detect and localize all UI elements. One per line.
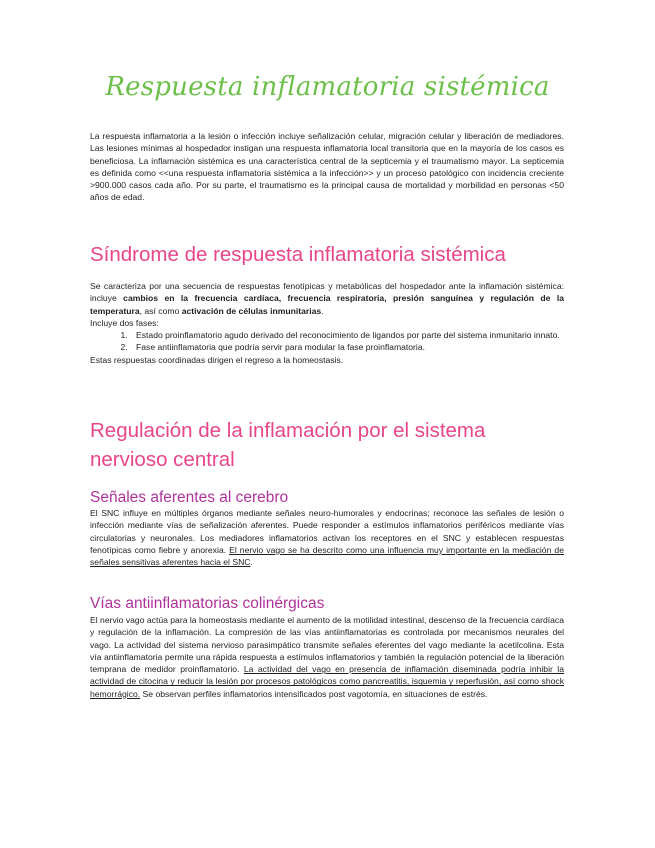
cholinergic-end: Se observan perfiles inflamatorios intensificados post vagotomía, en situaciones de estrés. — [140, 688, 488, 699]
sirs-closing: Estas respuestas coordinadas dirigen el regreso a la homeostasis. — [90, 354, 344, 365]
sirs-text-mid: , así como — [139, 305, 182, 316]
afferent-text: El SNC influye en múltiples órganos mediante señales neuro-humorales y endocrinas; reconoce las señales de lesión o infección mediante vías de señalización aferentes. Puede responder a estímulos inflamatorios periféricos mediante vías circulatorias y neuronales. Los mediadores inflamatorios activan los receptores en el SNC y establecen respuestas fenotípicas como fiebre y anorexia. — [90, 508, 564, 555]
afferent-end: . — [250, 557, 253, 568]
phases-intro: Incluye dos fases: — [90, 317, 159, 328]
phase-item-2: 2. Fase antiinflamatoria que podría servir para modular la fase proinflamatoria. — [130, 341, 564, 353]
document-title: Respuesta inflamatoria sistémica — [105, 72, 550, 102]
afferent-paragraph — [90, 507, 564, 568]
phases-list — [90, 329, 564, 354]
section-heading-sirs: Síndrome de respuesta inflamatoria sistémica — [90, 243, 506, 266]
cholinergic-paragraph — [90, 614, 564, 700]
sirs-content — [90, 280, 564, 366]
sirs-paragraph — [90, 280, 564, 317]
afferent-underlined: El nervio vago se ha descrito como una influencia muy importante en la mediación de señales sensitivas aferentes hacia el SNC — [90, 544, 564, 568]
cholinergic-underlined: La actividad del vago en presencia de inflamación diseminada podría inhibir la actividad de citocina y reducir la lesión por procesos patológicos como pancreatitis, isquemia y reperfusión, así como shock hemorrágico. — [90, 664, 564, 699]
sirs-bold-immune: activación de células inmunitarias — [181, 305, 322, 316]
cholinergic-text: El nervio vago actúa para la homeostasis mediante el aumento de la motilidad intestinal, descenso de la frecuencia cardíaca y regulación de la inflamación. La compresión de las vías antiinflamatorias es controlada por mecanismos neurales del vago. La actividad del sistema nervioso parasimpático transmite señales eferentes del vago mediante la acetilcolina. Esta vía antiinflamatoria permite una rápida respuesta a estímulos inflamatorios y también la regulación potencial de la liberación temprana de medidor proinflamatorio. — [90, 615, 564, 675]
phase-item-1: 1. Estado proinflamatorio agudo derivado del reconocimiento de ligandos por parte del sistema inmunitario innato. — [130, 329, 564, 341]
subheading-afferent: Señales aferentes al cerebro — [90, 489, 289, 506]
intro-paragraph: La respuesta inflamatoria a la lesión o infección incluye señalización celular, migración celular y liberación de mediadores. Las lesiones mínimas al hospedador instigan una respuesta inflamatoria local transitoria que en la mayoría de los casos es beneficiosa. La inflamación sistémica es una característica central de la septicemia y el traumatismo mayor. La septicemia es definida como <<una respuesta inflamatoria sistémica a la infección>> y un proceso patológico con incidencia creciente >900.000 casos cada año. Por su parte, el traumatismo es la principal causa de mortalidad y morbilidad en personas <50 años de edad. — [90, 131, 564, 203]
sirs-text-start: Se caracteriza por una secuencia de respuestas fenotípicas y metabólicas del hospedador ante la inflamación sistémica: incluye — [90, 281, 564, 304]
sirs-text-end: . — [321, 305, 324, 316]
subheading-cholinergic: Vías antiinflamatorias colinérgicas — [90, 595, 325, 612]
sirs-bold-vitals: cambios en la frecuencia cardíaca, frecuencia respiratoria, presión sanguínea y regulación de la temperatura — [90, 293, 565, 316]
section-heading-cns: Regulación de la inflamación por el sistema nervioso central — [90, 419, 486, 471]
